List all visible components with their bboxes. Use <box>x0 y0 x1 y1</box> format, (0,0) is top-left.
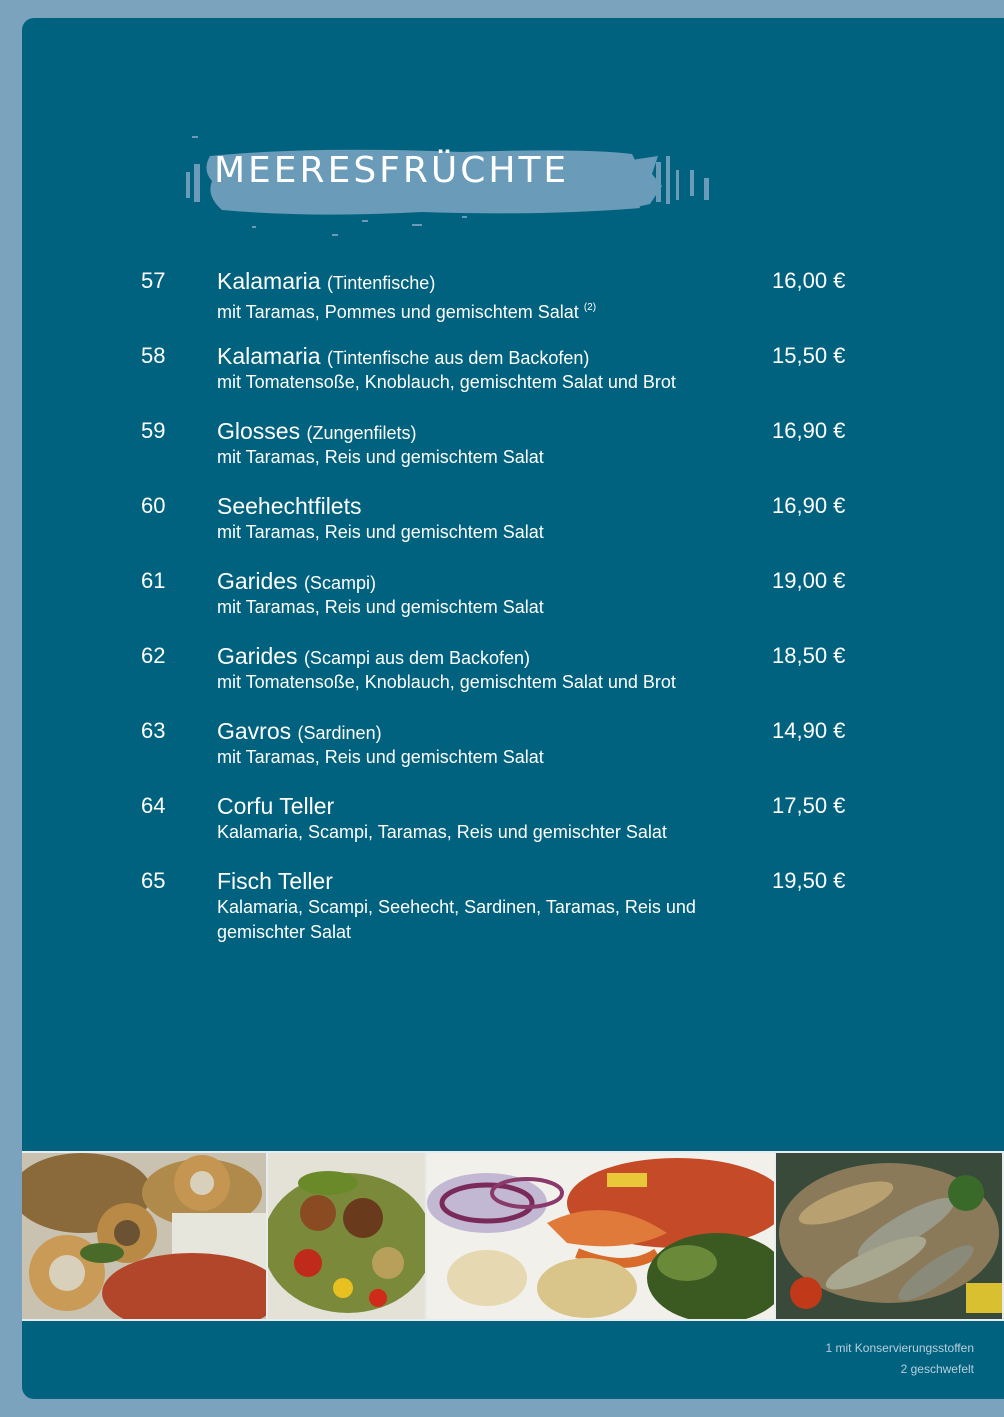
item-description: mit Taramas, Reis und gemischtem Salat <box>217 597 544 617</box>
item-number: 57 <box>141 268 166 293</box>
item-name: Glosses <box>217 418 301 444</box>
item-description: mit Taramas, Reis und gemischtem Salat <box>217 747 544 767</box>
item-price: 16,90 € <box>772 418 846 443</box>
footnote-1: 1 mit Konservierungsstoffen <box>825 1341 974 1355</box>
item-number: 60 <box>141 493 166 518</box>
item-description: mit Taramas, Pommes und gemischtem Salat <box>217 302 579 322</box>
fried-sardines-photo <box>776 1153 1002 1319</box>
item-price: 19,50 € <box>772 868 846 893</box>
fried-calamari-photo <box>22 1153 266 1319</box>
item-name-line <box>217 868 333 895</box>
item-price: 16,00 € <box>772 268 846 293</box>
item-description: Kalamaria, Scampi, Taramas, Reis und gemischter Salat <box>217 822 667 842</box>
item-price: 16,90 € <box>772 493 846 518</box>
item-subtitle: (Scampi) <box>303 573 376 593</box>
item-number: 59 <box>141 418 166 443</box>
item-name-line <box>217 493 361 520</box>
item-price: 15,50 € <box>772 343 846 368</box>
footnotes <box>825 1338 974 1380</box>
item-name: Garides <box>217 568 298 594</box>
item-name-line <box>217 793 334 820</box>
item-subtitle: (Tintenfische aus dem Backofen) <box>326 348 590 368</box>
item-name-line <box>217 643 530 670</box>
item-number: 65 <box>141 868 166 893</box>
item-footnote-ref: (2) <box>583 302 597 313</box>
item-name-line <box>217 568 376 595</box>
item-name: Garides <box>217 643 298 669</box>
item-number: 64 <box>141 793 166 818</box>
item-name-line <box>217 418 417 445</box>
item-number: 62 <box>141 643 166 668</box>
item-name: Gavros <box>217 718 292 744</box>
item-number: 61 <box>141 568 166 593</box>
menu-page <box>22 18 1004 1399</box>
salad-photo <box>268 1153 425 1319</box>
item-name-line <box>217 268 435 295</box>
item-name-line <box>217 343 589 370</box>
item-price: 14,90 € <box>772 718 846 743</box>
item-price: 17,50 € <box>772 793 846 818</box>
item-name: Kalamaria <box>217 343 321 369</box>
item-price: 18,50 € <box>772 643 846 668</box>
item-name-line <box>217 718 382 745</box>
item-subtitle: (Tintenfische) <box>326 273 436 293</box>
item-description: Kalamaria, Scampi, Seehecht, Sardinen, Taramas, Reis und gemischter Salat <box>217 897 696 942</box>
item-description-line <box>217 295 757 325</box>
item-subtitle: (Scampi aus dem Backofen) <box>303 648 531 668</box>
section-heading <box>162 126 722 236</box>
footnote-2: 2 geschwefelt <box>900 1362 974 1376</box>
section-title: MEERESFRÜCHTE <box>214 150 570 191</box>
item-name: Kalamaria <box>217 268 321 294</box>
item-description: mit Taramas, Reis und gemischtem Salat <box>217 522 544 542</box>
item-description: mit Tomatensoße, Knoblauch, gemischtem Salat und Brot <box>217 372 676 392</box>
item-description: mit Taramas, Reis und gemischtem Salat <box>217 447 544 467</box>
item-name: Corfu Teller <box>217 793 335 819</box>
item-price: 19,00 € <box>772 568 846 593</box>
item-subtitle: (Sardinen) <box>297 723 382 743</box>
item-name: Seehechtfilets <box>217 493 362 519</box>
item-name: Fisch Teller <box>217 868 333 894</box>
photo-strip <box>22 1151 1004 1321</box>
item-number: 63 <box>141 718 166 743</box>
item-description: mit Tomatensoße, Knoblauch, gemischtem Salat und Brot <box>217 672 676 692</box>
item-subtitle: (Zungenfilets) <box>306 423 417 443</box>
seafood-platter-photo <box>427 1153 774 1319</box>
item-number: 58 <box>141 343 166 368</box>
